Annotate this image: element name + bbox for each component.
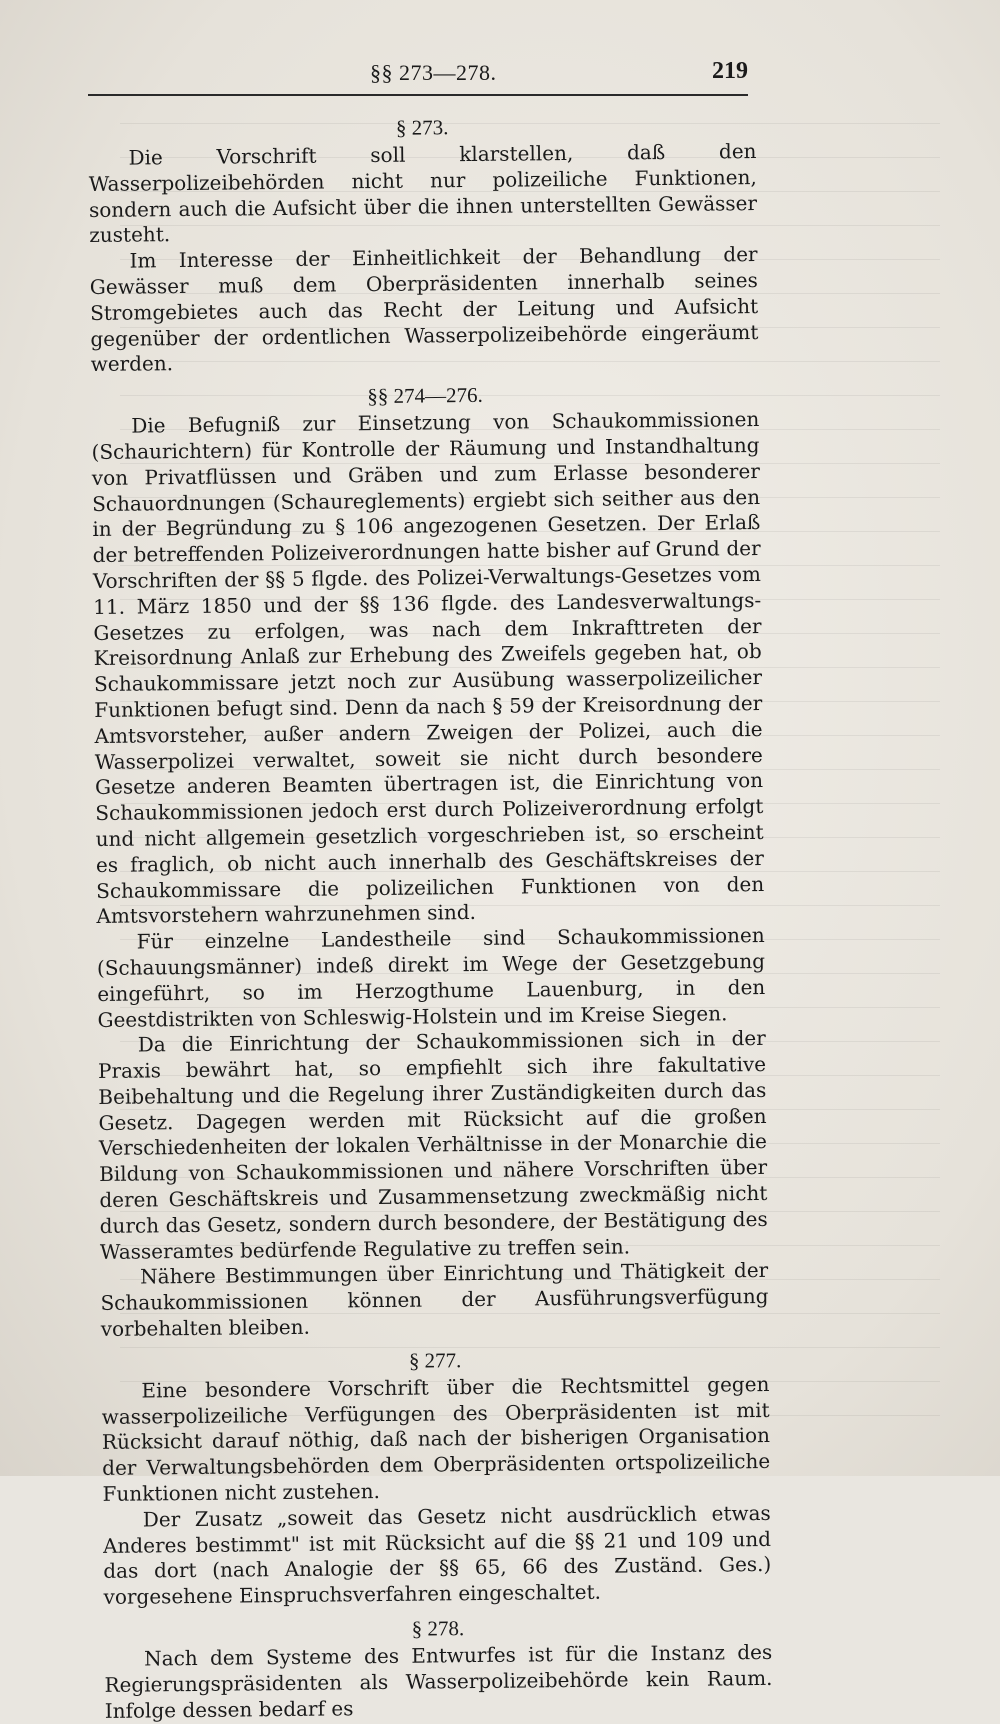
running-header	[88, 58, 748, 98]
section-heading-274-276: §§ 274—276.	[367, 383, 483, 409]
paragraph: Eine besondere Vorschrift über die Rechtsmittel gegen wasserpolizeiliche Verfügungen des Oberpräsidenten ist mit Rücksicht darauf nöthig, daß nach der bisherigen Organisation der Verwaltungsbehörden dem Oberpräsidenten ortspolizeiliche Funktionen nicht zustehen.	[101, 1371, 771, 1506]
section-heading-277: § 277.	[408, 1348, 462, 1373]
paragraph: Die Vorschrift soll klarstellen, daß den Wasserpolizeibehörden nicht nur polizeiliche Funktionen, sondern auch die Aufsicht über die ihnen unterstellten Gewässer zusteht.	[88, 139, 758, 248]
paragraph: Nähere Bestimmungen über Einrichtung und Thätigkeit der Schaukommissionen können der Ausführungsverfügung vorbehalten bleiben.	[100, 1258, 769, 1341]
paragraph: Da die Einrichtung der Schaukommissionen sich in der Praxis bewährt hat, so empfiehlt sich ihre fakultative Beibehaltung und die Regelung ihrer Zuständigkeiten durch das Gesetz. Dagegen werden mit Rücksicht auf die großen Verschiedenheiten der lokalen Verhältnisse in der Monarchie die Bildung von Schaukommissionen und nähere Vorschriften über deren Geschäftskreis und Zusammensetzung zweckmäßig nicht durch das Gesetz, sondern durch besondere, der Bestätigung des Wasseramtes bedürfende Regulative zu treffen sein.	[97, 1026, 768, 1264]
paragraph: Im Interesse der Einheitlichkeit der Behandlung der Gewässer muß dem Oberpräsidenten innerhalb seines Stromgebietes auch das Recht der Leitung und Aufsicht gegenüber der ordentlichen Wasserpolizeibehörde eingeräumt werden.	[89, 242, 759, 377]
paragraph: Nach dem Systeme des Entwurfes ist für die Instanz des Regierungspräsidenten als Wasserpolizeibehörde kein Raum. Infolge dessen bedarf es	[104, 1639, 773, 1723]
paragraph: Die Befugniß zur Einsetzung von Schaukommissionen (Schaurichtern) für Kontrolle der Räumung und Instandhaltung von Privatflüssen und Gräben und zum Erlasse besonderer Schauordnungen (Schaureglements) ergiebt sich seither aus den in der Begründung zu § 106 angezogenen Gesetzen. Der Erlaß der betreffenden Polizeiverordnungen hatte bisher auf Grund der Vorschriften der §§ 5 flgde. des Polizei-Verwaltungs-Gesetzes vom 11. März 1850 und der §§ 136 flgde. des Landesverwaltungs-Gesetzes zu erfolgen, was nach dem Inkrafttreten der Kreisordnung Anlaß zur Erhebung des Zweifels gegeben hat, ob Schaukommissare jetzt noch zur Ausübung wasserpolizeilicher Funktionen befugt sind. Denn da nach § 59 der Kreisordnung der Amtsvorsteher, außer andern Zweigen der Polizei, auch die Wasserpolizei verwaltet, soweit sie nicht durch besondere Gesetze anderen Beamten übertragen ist, die Einrichtung von Schaukommissionen jedoch erst durch Polizeiverordnung erfolgt und nicht allgemein gesetzlich vorgeschrieben ist, so erscheint es fraglich, ob nicht auch innerhalb des Geschäftskreises der Schaukommissare die polizeilichen Funktionen von den Amtsvorstehern wahrzunehmen sind.	[91, 407, 765, 929]
section-range-heading: §§ 273—278.	[370, 60, 497, 85]
page-number: 219	[712, 58, 748, 84]
header-rule	[88, 94, 748, 96]
section-heading-278: § 278.	[411, 1616, 465, 1641]
page-body	[88, 103, 773, 1724]
paragraph: Für einzelne Landestheile sind Schaukommissionen (Schauungsmänner) indeß direkt im Wege der Gesetzgebung eingeführt, so im Herzogthume Lauenburg, in den Geestdistrikten von Schleswig-Holstein und im Kreise Siegen.	[96, 923, 766, 1032]
section-heading-273: § 273.	[395, 115, 449, 140]
paragraph: Der Zusatz „soweit das Gesetz nicht ausdrücklich etwas Anderes bestimmt" ist mit Rücksicht auf die §§ 21 und 109 und das dort (nach Analogie der §§ 65, 66 des Zuständ. Ges.) vorgesehene Einspruchsverfahren eingeschaltet.	[102, 1500, 772, 1610]
